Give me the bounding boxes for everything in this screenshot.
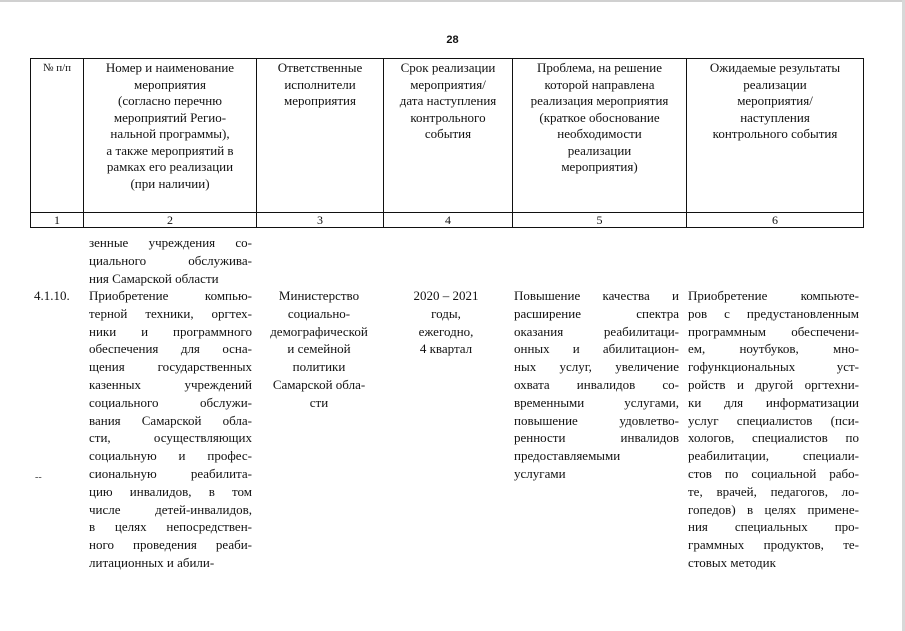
text-line: мероприятия <box>283 93 356 108</box>
responsible-executors <box>258 287 380 412</box>
text-line: хологов, специалистов по <box>688 430 859 446</box>
text-line: а также мероприятий в <box>106 142 234 158</box>
text-line: социально- <box>287 305 351 321</box>
text-line: терной техники, оргтех- <box>89 305 252 321</box>
column-number: 4 <box>384 213 513 228</box>
header-col-name <box>84 59 257 213</box>
text-line: ного проведения реаби- <box>89 537 252 553</box>
implementation-term <box>384 287 508 358</box>
text-line: ки для информатизации <box>688 394 859 410</box>
text-line: вания Самарской обла- <box>89 412 252 428</box>
text-line: литационных и абили- <box>89 554 215 570</box>
text-line: сиональную реабилита- <box>89 465 252 481</box>
text-line: оказания реабилитаци- <box>514 323 679 339</box>
row-number: 4.1.10. <box>34 288 70 303</box>
text-line: Ожидаемые результаты <box>709 60 841 75</box>
header-col-term <box>384 59 513 213</box>
text-line: зенные учреждения со- <box>89 235 252 250</box>
text-line: ных услуг, увеличение <box>514 359 679 375</box>
scan-edge-top <box>0 0 905 2</box>
text-line: Самарской обла- <box>272 376 366 392</box>
text-line: программным обеспечени- <box>688 323 859 339</box>
text-line: социального обслужи- <box>89 394 252 410</box>
text-line: рамках его реализации <box>106 159 234 174</box>
page-number: 28 <box>446 34 459 46</box>
measure-name <box>89 287 252 572</box>
text-line: необходимости <box>557 126 642 141</box>
text-line: демографической <box>270 323 368 339</box>
text-line: повышение удовлетво- <box>514 412 679 428</box>
problem-description <box>514 287 679 483</box>
text-line: Приобретение компьюте- <box>688 288 859 303</box>
text-line: и семейной <box>287 341 351 357</box>
text-line: стовых методик <box>688 554 776 570</box>
expected-results <box>688 287 859 572</box>
text-line: те, врачей, педагогов, ло- <box>688 483 859 499</box>
text-line: реализация мероприятия <box>530 93 669 108</box>
measures-table-header <box>30 58 864 228</box>
text-line: которой направлена <box>544 76 655 92</box>
column-numbers-row <box>31 213 864 228</box>
column-number: 2 <box>84 213 257 228</box>
text-line: реализации <box>567 142 632 158</box>
text-line: исполнители <box>284 76 356 92</box>
text-line: гопедов) в целях примене- <box>688 501 859 517</box>
text-line: сти <box>309 394 329 410</box>
text-line: Номер и наименование <box>105 60 235 75</box>
text-line: ежегодно, <box>418 323 474 339</box>
text-line: мероприятия/ <box>737 93 813 108</box>
text-line: контрольного события <box>712 126 838 141</box>
text-line: нальной программы), <box>110 126 230 141</box>
column-number: 1 <box>31 213 84 228</box>
text-line: охвата инвалидов со- <box>514 376 679 392</box>
text-line: мероприятия) <box>561 159 638 174</box>
text-line: 4 квартал <box>419 341 473 357</box>
text-line: 2020 – 2021 <box>413 288 479 303</box>
text-line: предоставляемыми <box>514 448 621 464</box>
text-line: онных и абилитацион- <box>514 341 679 357</box>
text-line: сти, осуществляющих <box>89 430 252 446</box>
text-line: реализации <box>743 76 807 92</box>
text-line: Проблема, на решение <box>536 60 663 75</box>
text-line: политики <box>292 359 346 375</box>
text-line: (при наличии) <box>130 175 210 191</box>
text-line: ров с предустановленным <box>688 305 859 321</box>
text-line: ния специальных про- <box>688 519 859 535</box>
text-line: щения государственных <box>89 359 252 375</box>
text-line: ройств и другой оргтехни- <box>688 376 859 392</box>
text-line: контрольного <box>410 109 486 125</box>
text-line: мероприятий Регио- <box>113 109 227 125</box>
text-line: ренности инвалидов <box>514 430 679 446</box>
header-col-problem <box>513 59 687 213</box>
text-line: мероприятия <box>133 76 206 92</box>
text-line: цию инвалидов, в том <box>89 483 252 499</box>
header-col-result <box>687 59 864 213</box>
text-line: услугами <box>514 465 566 481</box>
text-line: наступления <box>740 109 810 125</box>
text-line: гофункциональных уст- <box>688 359 859 375</box>
text-line: Приобретение компью- <box>89 288 252 303</box>
text-line: Ответственные <box>277 60 363 75</box>
text-line: Министерство <box>278 288 360 303</box>
text-line: обеспечения для осна- <box>89 341 252 357</box>
header-row <box>31 59 864 213</box>
column-number: 6 <box>687 213 864 228</box>
text-line: ники и программного <box>89 323 252 339</box>
text-line: социальную и профес- <box>89 448 252 464</box>
text-line: дата наступления <box>399 93 497 108</box>
header-col-responsible <box>257 59 384 213</box>
text-line: казенных учреждений <box>89 376 252 392</box>
text-line: (согласно перечню <box>118 93 222 108</box>
text-line: услуг специалистов (пси- <box>688 412 859 428</box>
text-line: циального обслужива- <box>89 252 252 268</box>
text-line: граммных продуктов, те- <box>688 537 859 553</box>
margin-mark: -- <box>35 472 42 483</box>
text-line: Повышение качества и <box>514 288 679 303</box>
text-line: числе детей-инвалидов, <box>89 501 252 517</box>
header-col-number: № п/п <box>31 59 84 213</box>
text-line: расширение спектра <box>514 305 679 321</box>
column-number: 3 <box>257 213 384 228</box>
text-line: мероприятия/ <box>410 76 486 92</box>
text-line: ем, ноутбуков, мно- <box>688 341 859 357</box>
text-line: события <box>424 126 472 141</box>
column-number: 5 <box>513 213 687 228</box>
text-line: в целях непосредствен- <box>89 519 252 535</box>
text-line: временными услугами, <box>514 394 679 410</box>
text-line: реабилитации, специали- <box>688 448 859 464</box>
text-line: стов по социальной рабо- <box>688 465 859 481</box>
text-line: ния Самарской области <box>89 270 219 286</box>
text-line: (краткое обоснование <box>539 109 660 125</box>
continuation-text <box>89 234 252 287</box>
text-line: Срок реализации <box>400 60 496 75</box>
text-line: годы, <box>431 305 461 321</box>
